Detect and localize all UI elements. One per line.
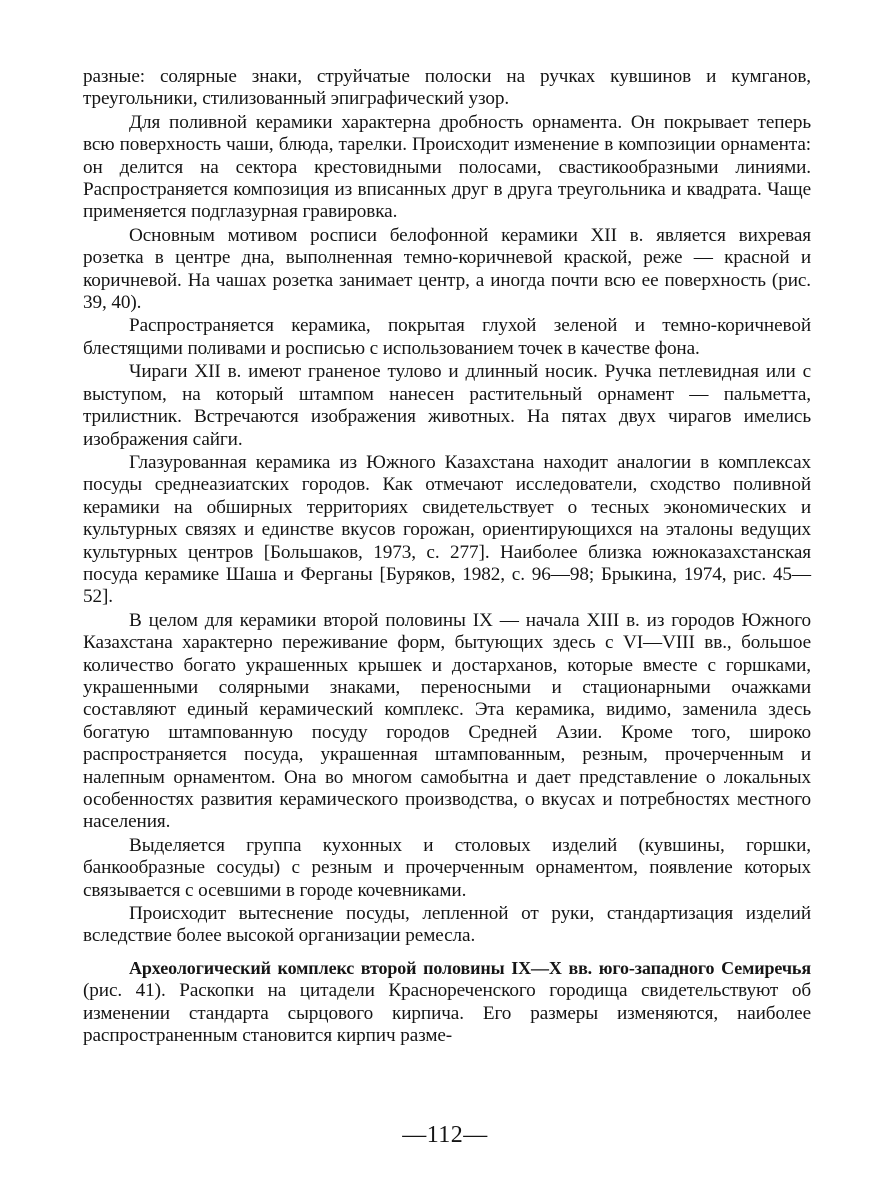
section-heading: Археологический комплекс второй половины IX—X вв. юго-западного Семиречья (129, 957, 811, 978)
paragraph-8: Выделяется группа кухонных и столовых изделий (кувшины, горшки, банкообразные сосуды) с резным и прочерченным орнаментом, появление которых связывается с осевшими в городе кочевниками. (83, 834, 811, 901)
section-text: (рис. 41). Раскопки на цитадели Краснореченского городища свидетельствуют об изменении стандарта сырцового кирпича. Его размеры изменяются, наиболее распространенным становится кирпич разме- (83, 980, 811, 1047)
paragraph-2: Для поливной керамики характерна дробность орнамента. Он покрывает теперь всю поверхность чаши, блюда, тарелки. Происходит изменение в композиции орнамента: он делится на сектора крестовидными полосами, свастикообразными линиями. Распространяется композиция из вписанных друг в друга треугольника и квадрата. Чаще применяется подглазурная гравировка. (83, 111, 811, 223)
paragraph-4: Распространяется керамика, покрытая глухой зеленой и темно-коричневой блестящими поливами и росписью с использованием точек в качестве фона. (83, 315, 811, 359)
page-number: —112— (402, 1122, 488, 1148)
paragraph-5: Чираги XII в. имеют граненое тулово и длинный носик. Ручка петлевидная или с выступом, на который штампом нанесен растительный орнамент — пальметта, трилистник. Встречаются изображения животных. На пятах двух чирагов имелись изображения сайги. (83, 361, 811, 450)
section-paragraph (83, 957, 811, 1048)
paragraph-7: В целом для керамики второй половины IX — начала XIII в. из городов Южного Казахстана характерно переживание форм, бытующих здесь с VI—VIII вв., большое количество богато украшенных крышек и достарханов, которые вместе с горшками, украшенными солярными знаками, переносными и стационарными очажками составляют единый керамический комплекс. Эта керамика, видимо, заменила здесь богатую штампованную посуду городов Средней Азии. Кроме того, широко распространяется посуда, украшенная штампованным, резным, прочерченным и налепным орнаментом. Она во многом самобытна и дает представление о локальных особенностях развития керамического производства, о вкусах и потребностях местного населения. (83, 609, 811, 833)
paragraph-1: разные: солярные знаки, струйчатые полоски на ручках кувшинов и кумганов, треугольники, стилизованный эпиграфический узор. (83, 66, 811, 110)
paragraph-6: Глазурованная керамика из Южного Казахстана находит аналогии в комплексах посуды среднеазиатских городов. Как отмечают исследователи, сходство поливной керамики на обширных территориях свидетельствует о тесных экономических и культурных связях и единстве вкусов горожан, ориентирующихся на эталоны ведущих культурных центров [Большаков, 1973, с. 277]. Наиболее близка южноказахстанская посуда керамике Шаша и Ферганы [Буряков, 1982, с. 96—98; Брыкина, 1974, рис. 45—52]. (83, 451, 811, 608)
page-body (83, 66, 811, 1047)
paragraph-9: Происходит вытеснение посуды, лепленной от руки, стандартизация изделий вследствие более высокой организации ремесла. (83, 903, 811, 947)
paragraph-3: Основным мотивом росписи белофонной керамики XII в. является вихревая розетка в центре дна, выполненная темно-коричневой краской, реже — красной и коричневой. На чашах розетка занимает центр, а иногда почти всю ее поверхность (рис. 39, 40). (83, 224, 811, 314)
